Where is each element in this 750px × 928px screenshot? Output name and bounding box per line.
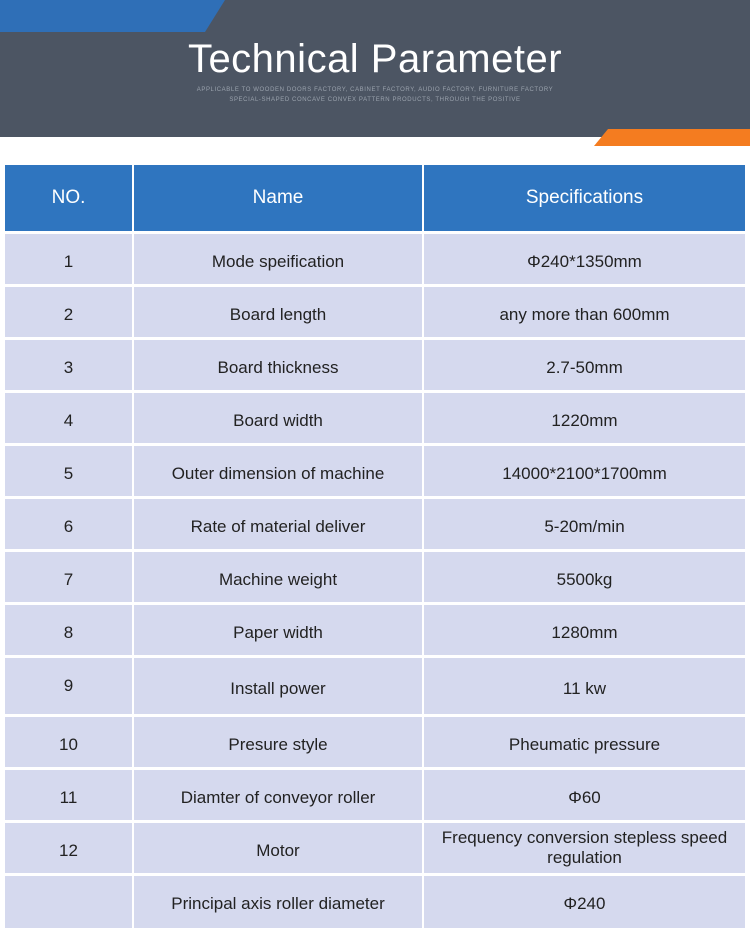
row-number <box>5 392 133 445</box>
row-number-text <box>5 876 132 894</box>
row-name-text: Paper width <box>233 622 323 642</box>
row-name-text: Motor <box>256 840 300 860</box>
row-spec <box>423 657 745 716</box>
header-name: Name <box>133 165 423 233</box>
table-row <box>5 822 745 875</box>
row-name <box>133 822 423 875</box>
blue-accent-stripe <box>0 0 225 32</box>
row-spec <box>423 822 745 875</box>
table-row <box>5 604 745 657</box>
row-name <box>133 604 423 657</box>
row-name-text: Principal axis roller diameter <box>171 894 385 914</box>
row-name-text: Board length <box>229 304 327 324</box>
row-spec <box>423 392 745 445</box>
banner-subtitle-line-1: APPLICABLE TO WOODEN DOORS FACTORY, CABINET FACTORY, AUDIO FACTORY, FURNITURE FACTORY <box>196 87 554 93</box>
table-row <box>5 286 745 339</box>
row-name <box>133 769 423 822</box>
row-name <box>133 657 423 716</box>
row-number <box>5 822 133 875</box>
row-spec <box>423 445 745 498</box>
table-row <box>5 498 745 551</box>
row-spec <box>423 875 745 928</box>
row-spec <box>423 551 745 604</box>
row-spec-text: Pheumatic pressure <box>508 734 661 754</box>
row-name-text: Board thickness <box>217 357 339 377</box>
row-spec-text: 14000*2100*1700mm <box>502 463 667 483</box>
row-spec <box>423 716 745 769</box>
table-header-row <box>5 165 745 233</box>
row-number <box>5 716 133 769</box>
banner-subtitle-line-2: SPECIAL-SHAPED CONCAVE CONVEX PATTERN PRODUCTS, THROUGH THE POSITIVE <box>229 97 521 103</box>
row-number-text: 1 <box>63 252 74 271</box>
banner <box>0 0 750 137</box>
row-number <box>5 445 133 498</box>
table-row <box>5 769 745 822</box>
row-name <box>133 498 423 551</box>
row-number <box>5 286 133 339</box>
page-title: Technical Parameter <box>187 37 563 81</box>
table-row <box>5 716 745 769</box>
row-number <box>5 657 133 716</box>
table-row <box>5 551 745 604</box>
table-row <box>5 392 745 445</box>
row-number-text: 10 <box>59 735 78 754</box>
row-spec-text: Frequency conversion stepless speed regulation <box>441 828 728 867</box>
row-number-text: 9 <box>63 676 74 695</box>
row-number <box>5 339 133 392</box>
row-number <box>5 604 133 657</box>
header-no: NO. <box>5 165 133 233</box>
row-number <box>5 233 133 286</box>
row-name <box>133 233 423 286</box>
row-name <box>133 392 423 445</box>
row-number <box>5 551 133 604</box>
parameter-table <box>5 165 745 928</box>
row-spec-text: Φ240*1350mm <box>527 251 642 271</box>
row-spec <box>423 769 745 822</box>
row-number-text: 12 <box>59 841 78 860</box>
row-spec <box>423 498 745 551</box>
row-spec-text: 11 kw <box>562 678 607 698</box>
row-number-text: 3 <box>63 358 74 377</box>
row-spec-text: 5-20m/min <box>544 516 625 536</box>
row-spec-text: Φ240 <box>563 894 606 914</box>
orange-accent-stripe <box>594 129 750 146</box>
row-spec-text: 1280mm <box>551 622 618 642</box>
row-number-text: 4 <box>63 411 74 430</box>
row-name <box>133 875 423 928</box>
row-number-text: 8 <box>63 623 74 642</box>
row-name-text: Mode speification <box>211 251 345 271</box>
table-row <box>5 657 745 716</box>
row-name-text: Machine weight <box>218 569 338 589</box>
row-number-text: 7 <box>63 570 74 589</box>
row-spec-text: 5500kg <box>556 569 613 589</box>
row-number <box>5 875 133 928</box>
row-number-text: 11 <box>59 788 78 807</box>
row-number-text: 5 <box>63 464 74 483</box>
row-spec <box>423 233 745 286</box>
row-name-text: Rate of material deliver <box>190 516 366 536</box>
row-number <box>5 498 133 551</box>
row-name <box>133 286 423 339</box>
row-spec-text: Φ60 <box>568 787 601 807</box>
header-specifications: Specifications <box>423 165 745 233</box>
row-spec-text: 2.7-50mm <box>546 357 623 377</box>
row-number-text: 2 <box>63 305 74 324</box>
table-row <box>5 445 745 498</box>
row-spec <box>423 604 745 657</box>
row-number-text: 6 <box>63 517 74 536</box>
row-name <box>133 339 423 392</box>
row-name-text: Diamter of conveyor roller <box>180 787 376 807</box>
table-row <box>5 233 745 286</box>
table-row <box>5 339 745 392</box>
row-name <box>133 551 423 604</box>
table-row <box>5 875 745 928</box>
row-name-text: Presure style <box>228 734 328 754</box>
row-number <box>5 769 133 822</box>
row-spec-text: 1220mm <box>551 410 618 430</box>
row-spec <box>423 339 745 392</box>
row-name <box>133 445 423 498</box>
row-name-text: Outer dimension of machine <box>171 463 385 483</box>
row-name-text: Board width <box>233 410 323 430</box>
row-name <box>133 716 423 769</box>
row-spec <box>423 286 745 339</box>
row-name-text: Install power <box>230 678 326 698</box>
row-spec-text: any more than 600mm <box>499 304 670 324</box>
